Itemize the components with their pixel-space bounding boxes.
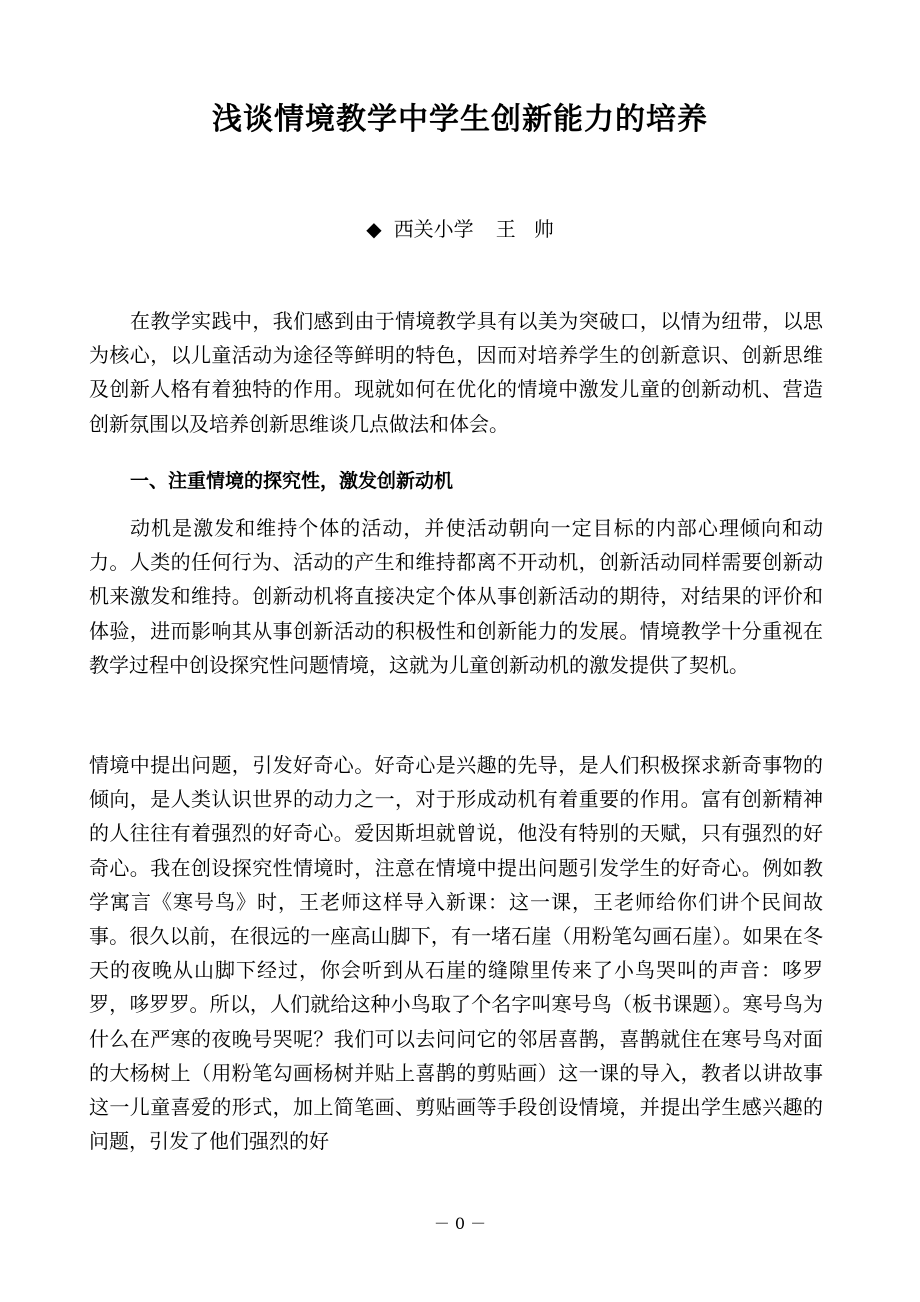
author-given-name: 帅: [533, 217, 554, 241]
section-heading: 一、注重情境的探究性，激发创新动机: [130, 470, 454, 492]
body-paragraph: 动机是激发和维持个体的活动，并使活动朝向一定目标的内部心理倾向和动力。人类的任何行为、活动的产生和维持都离不开动机，创新活动同样需要创新动机来激发和维持。创新动机将直接决定个体从事创新活动的期待，对结果的评价和体验，进而影响其从事创新活动的积极性和创新能力的发展。情境教学十分重视在教学过程中创设探究性问题情境，这就为儿童创新动机的激发提供了契机。: [89, 516, 823, 677]
school-name: 西关小学: [393, 217, 474, 241]
diamond-bullet-icon: ◆: [366, 217, 382, 241]
document-title: 浅谈情境教学中学生创新能力的培养: [212, 102, 708, 137]
intro-paragraph: 在教学实践中，我们感到由于情境教学具有以美为突破口，以情为纽带，以思为核心，以儿童活动为途径等鲜明的特色，因而对培养学生的创新意识、创新思维及创新人格有着独特的作用。现就如何在优化的情境中激发儿童的创新动机、营造创新氛围以及培养创新思维谈几点做法和体会。: [89, 309, 823, 436]
author-surname: 王: [495, 217, 516, 241]
page-number: － 0 －: [433, 1214, 487, 1233]
author-byline: [0, 212, 920, 246]
body-paragraph: 情境中提出问题，引发好奇心。好奇心是兴趣的先导，是人们积极探求新奇事物的倾向，是人类认识世界的动力之一，对于形成动机有着重要的作用。富有创新精神的人往往有着强烈的好奇心。爱因斯坦就曾说，他没有特别的天赋，只有强烈的好奇心。我在创设探究性情境时，注意在情境中提出问题引发学生的好奇心。例如教学寓言《寒号鸟》时，王老师这样导入新课：这一课，王老师给你们讲个民间故事。很久以前，在很远的一座高山脚下，有一堵石崖（用粉笔勾画石崖）。如果在冬天的夜晚从山脚下经过，你会听到从石崖的缝隙里传来了小鸟哭叫的声音：哆罗罗，哆罗罗。所以，人们就给这种小鸟取了个名字叫寒号鸟（板书课题）。寒号鸟为什么在严寒的夜晚号哭呢？我们可以去问问它的邻居喜鹊，喜鹊就住在寒号鸟对面的大杨树上（用粉笔勾画杨树并贴上喜鹊的剪贴画）这一课的导入，教者以讲故事这一儿童喜爱的形式，加上简笔画、剪贴画等手段创设情境，并提出学生感兴趣的问题，引发了他们强烈的好: [89, 753, 823, 1154]
